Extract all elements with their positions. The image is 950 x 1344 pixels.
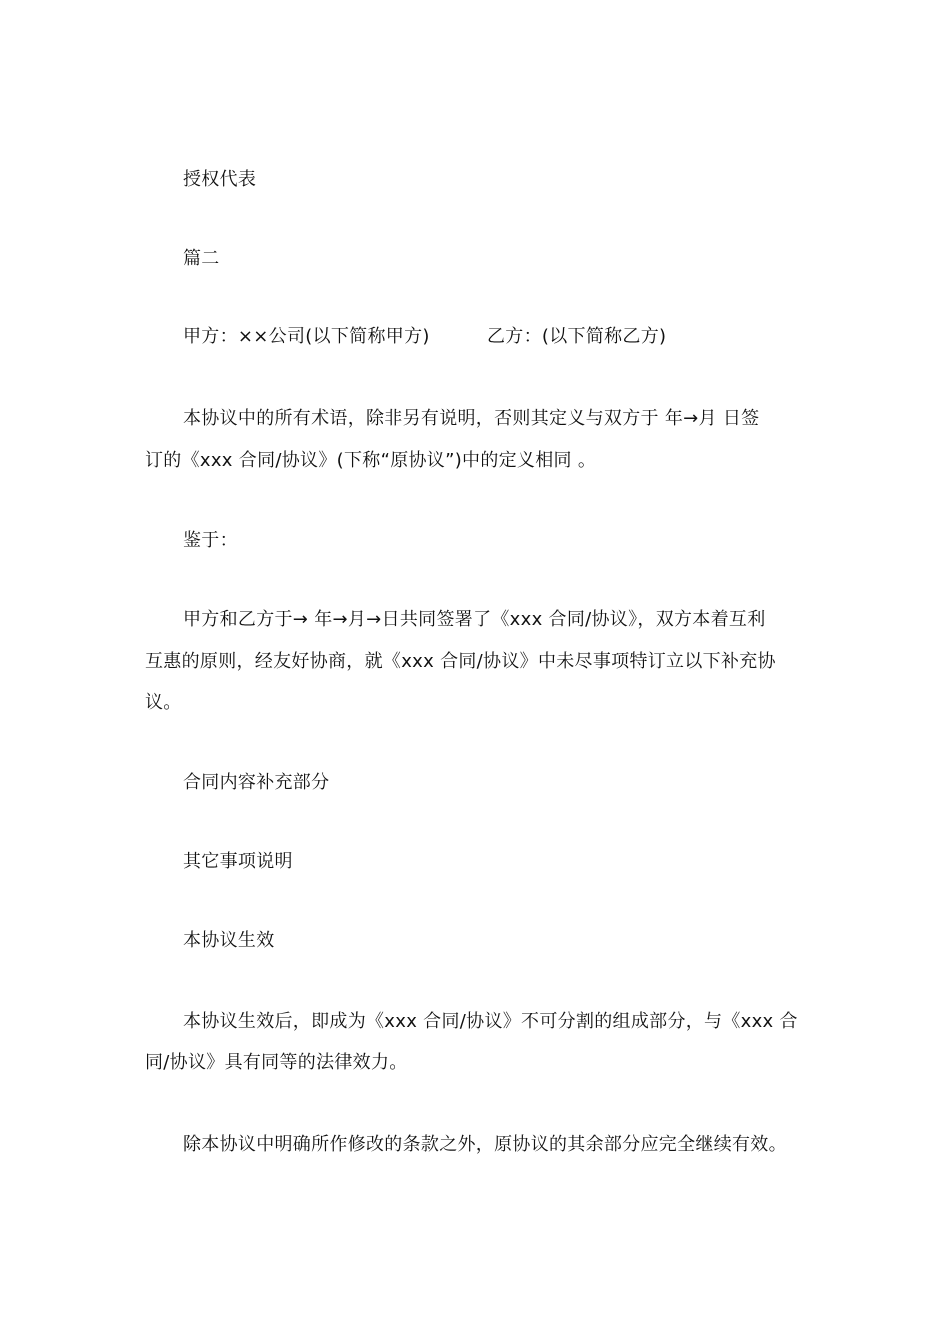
authorized-representative-label: 授权代表 [183, 169, 257, 190]
effective-heading: 本协议生效 [183, 930, 275, 951]
party-a-line: 甲方：××公司(以下简称甲方) [183, 326, 430, 347]
paragraph-3-line-1: 本协议生效后，即成为《xxx 合同/协议》不可分割的组成部分，与《xxx 合 [183, 1011, 798, 1032]
supplement-heading: 合同内容补充部分 [183, 772, 330, 793]
whereas-label: 鉴于： [183, 530, 238, 551]
party-b-line: 乙方：(以下简称乙方) [487, 326, 667, 347]
paragraph-4-line-1: 除本协议中明确所作修改的条款之外，原协议的其余部分应完全继续有效。 [183, 1134, 787, 1155]
section-heading: 篇二 [183, 248, 220, 269]
paragraph-2-line-1: 甲方和乙方于→ 年→月→日共同签署了《xxx 合同/协议》，双方本着互利 [183, 609, 766, 630]
paragraph-3-line-2: 同/协议》具有同等的法律效力。 [145, 1052, 408, 1073]
paragraph-1-line-1: 本协议中的所有术语，除非另有说明，否则其定义与双方于 年→月 日签 [183, 408, 760, 429]
paragraph-2-line-3: 议。 [145, 692, 182, 713]
other-matters-heading: 其它事项说明 [183, 851, 293, 872]
paragraph-2-line-2: 互惠的原则，经友好协商，就《xxx 合同/协议》中未尽事项特订立以下补充协 [145, 651, 776, 672]
paragraph-1-line-2: 订的《xxx 合同/协议》(下称“原协议”)中的定义相同 。 [145, 450, 597, 471]
